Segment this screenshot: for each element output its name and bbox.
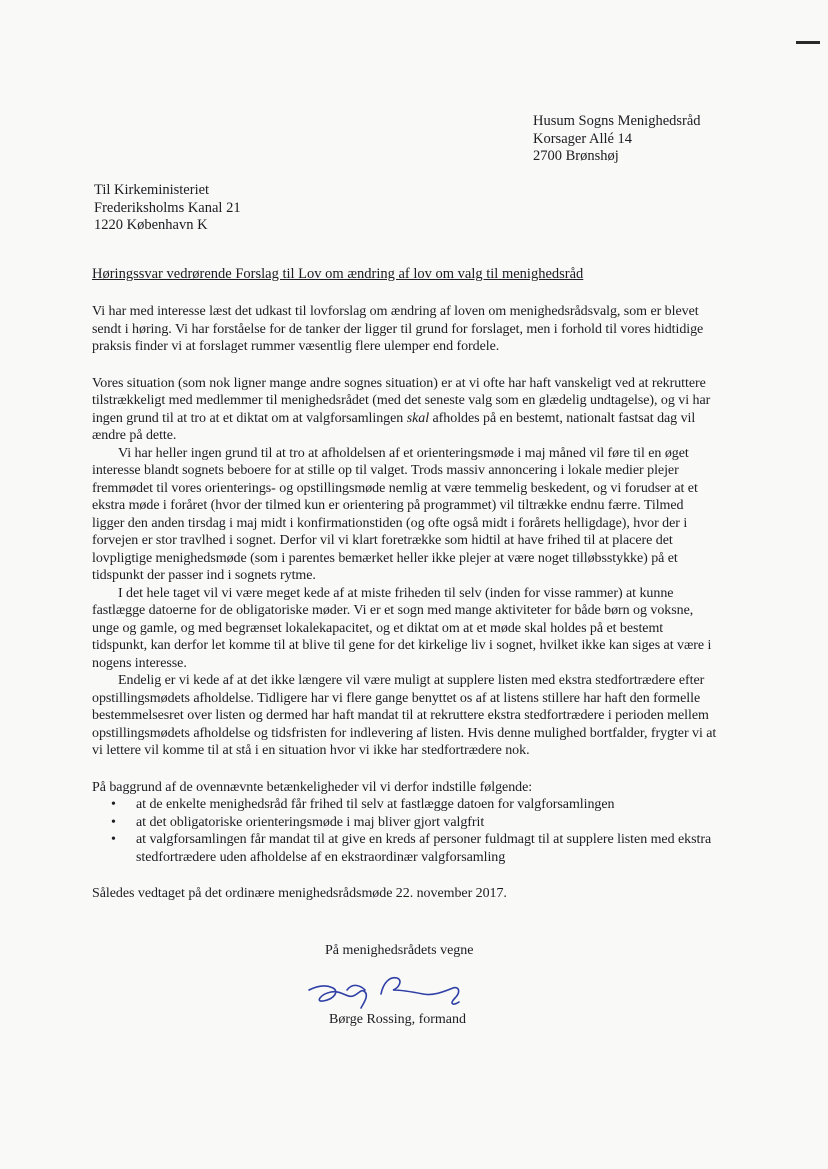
handwritten-signature [303, 968, 473, 1014]
sender-city: 2700 Brønshøj [533, 148, 619, 164]
bullet-icon: • [111, 814, 116, 830]
paragraph-orientation-meeting: Vi har heller ingen grund til at tro at afholdelsen af et orienteringsmøde i maj måned vil føre til en øget interesse blandt sognets beboere for at stille op til valget. Trods massiv annoncering i lokale medier plejer fremmødet til vores orienterings- og opstillingsmøde nemlig at være temmelig beskedent, og vi forudser at et ekstra møde i foråret (hvor der tilmed kun er orientering på programmet) vil tiltrække endnu færre. Tilmed ligger den anden tirsdag i maj midt i konfirmationstiden (og ofte også midt i forårets helligdage), hvor der i forvejen er stor travlhed i sognet. Derfor vil vi klart foretrække som hidtil at have frihed til at placere det lovpligtige menighedsmøde (som i parentes bemærket heller ikke plejer at være noget tilløbsstykke) på et tidspunkt der passer ind i sognets rytme. [92, 445, 698, 583]
scan-edge-mark [796, 41, 820, 44]
recipient-address [94, 182, 241, 235]
recommendation-list [92, 796, 717, 866]
bullet-icon: • [111, 797, 116, 812]
list-item [111, 796, 717, 814]
letter-body [92, 303, 717, 903]
list-item [111, 831, 717, 866]
paragraph-recommendation-intro: På baggrund af de ovennævnte betænkeligheder vil vi derfor indstille følgende: [92, 779, 533, 795]
subject-line: Høringssvar vedrørende Forslag til Lov om ændring af lov om valg til menighedsråd [92, 266, 584, 282]
recipient-street: Frederiksholms Kanal 21 [94, 199, 241, 216]
bullet-icon: • [111, 832, 116, 847]
emphasis-skal: skal [406, 410, 430, 426]
sender-name: Husum Sogns Menighedsråd [533, 113, 701, 129]
recipient-name: Til Kirkeministeriet [94, 182, 210, 198]
paragraph-intro: Vi har med interesse læst det udkast til lovforslag om ændring af loven om menighedsrådsvalg, som er blevet sendt i høring. Vi har forståelse for de tanker der ligger til grund for forslaget, men i forhold til vores hidtidige praksis finder vi at forslaget rummer væsentlig flere ulemper end fordele. [92, 304, 704, 354]
list-item-text: at det obligatoriske orienteringsmøde i maj bliver gjort valgfrit [136, 814, 485, 830]
closing-line: På menighedsrådets vegne [325, 943, 474, 958]
list-item-text: at valgforsamlingen får mandat til at give en kreds af personer fuldmagt til at supplere listen med ekstra stedfortrædere uden afholdelse af en ekstraordinær valgforsamling [136, 832, 712, 865]
signer-name: Børge Rossing, formand [329, 1012, 467, 1027]
list-item [111, 814, 717, 832]
paragraph-substitutes: Endelig er vi kede af at det ikke længere vil være muligt at supplere listen med ekstra stedfortrædere efter opstillingsmødets afholdelse. Tidligere har vi flere gange benyttet os af at listens stillere har haft den formelle bestemmelsesret over listen og dermed har haft mandat til at rekruttere ekstra stedfortrædere i perioden mellem opstillingsmødets afholdelse og tidsfristen for indlevering af listen. Hvis denne mulighed bortfalder, frygter vi at vi lettere vil komme til at stå i en situation hvor vi ikke har stedfortrædere nok. [92, 673, 717, 758]
resolution-line: Således vedtaget på det ordinære menighedsrådsmøde 22. november 2017. [92, 886, 507, 901]
sender-street: Korsager Allé 14 [533, 130, 633, 147]
list-item-text: at de enkelte menighedsråd får frihed til selv at fastlægge datoen for valgforsamlingen [136, 797, 615, 812]
paragraph-date-freedom: I det hele taget vil vi være meget kede af at miste friheden til selv (inden for visse rammer) at kunne fastlægge datoerne for de obligatoriske møder. Vi er et sogn med mange aktiviteter for både børn og voksne, unge og gamle, og med begrænset lokalekapacitet, og et diktat om at et møde skal holdes på et bestemt tidspunkt, kan derfor let komme til at blive til gene for det kirkelige liv i sognet, hvilket ikke kan siges at være i nogens interesse. [92, 585, 712, 671]
paragraph-situation-text: Vores situation (som nok ligner mange andre sognes situation) er at vi ofte har haft vanskeligt ved at rekruttere tilstrækkeligt med medlemmer til menighedsrådet (med det seneste valg som en glædelig undtagelse), og vi har ingen grund til at tro at et diktat om at valgforsamlingen [92, 375, 711, 426]
paragraph-situation-text-end: afholdes på en bestemt, nationalt fastsat dag vil ændre på dette. [92, 410, 696, 443]
sender-address [533, 113, 701, 166]
recipient-city: 1220 København K [94, 217, 208, 233]
paragraph-situation [92, 375, 717, 445]
